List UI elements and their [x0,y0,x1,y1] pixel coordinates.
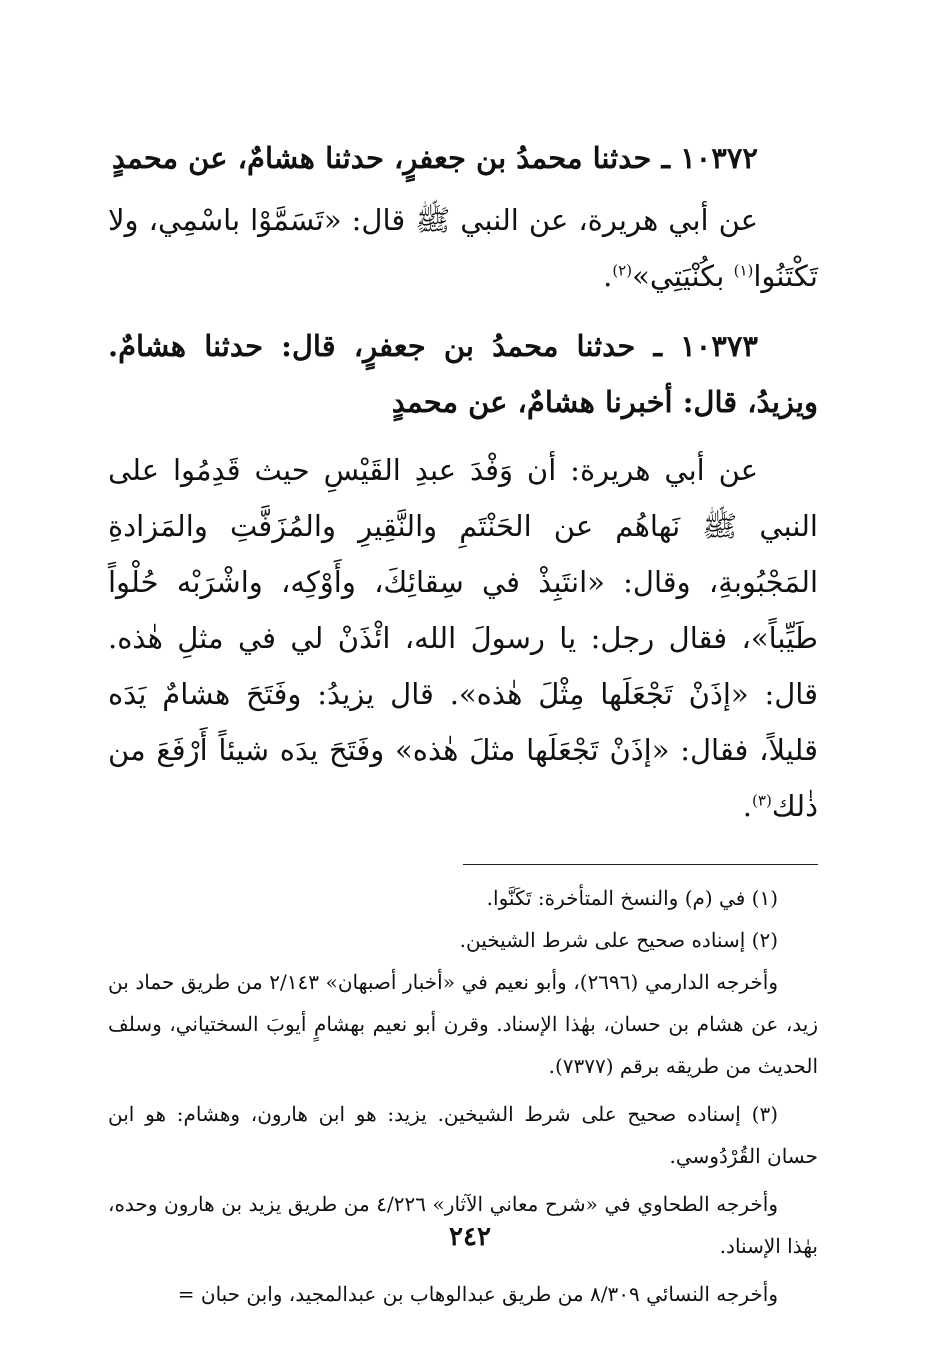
matn-text: عن أبي هريرة، عن النبي ﷺ قال: «تَسَمَّوْا باسْمِي، ولا تَكْتَنُوا [108,203,818,293]
isnad-text: ـ حدثنا محمدُ بن جعفرٍ، حدثنا هشامٌ، عن محمدٍ [111,141,670,175]
page-body [108,130,818,1315]
main-text [108,130,818,834]
matn-close: . [742,789,753,823]
footnote-divider [463,864,818,865]
footnote-3-continued-1: وأخرجه الطحاوي في «شرح معاني الآثار» ٤/٢٢٦ من طريق يزيد بن هارون وحده، بهٰذا الإسناد. [108,1192,818,1258]
footnote-1: (١) في (م) والنسخ المتأخرة: تَكَنَّوا. [486,886,778,910]
footnote-3-continued-2: وأخرجه النسائي ٨/٣٠٩ من طريق عبدالوهاب بن عبدالمجيد، وابن حبان = [177,1282,778,1306]
matn-text-end: بكُنْيَتِي» [632,259,734,293]
hadith-number: ١٠٣٧٢ [680,141,758,175]
matn-text: عن أبي هريرة: أن وَفْدَ عبدِ القَيْسِ حيث قَدِمُوا على النبي ﷺ نَهاهُم عن الحَنْتَمِ والنَّقِيرِ والمُزَفَّتِ والمَزادةِ المَجْبُوبةِ، وقال: «انتَبِذْ في سِقائِكَ، وأَوْكِه، واشْرَبْه حُلْواً طَيِّباً»، فقال رجل: يا رسولَ الله، ائْذَنْ لي في مثلِ هٰذه. قال: «إذَنْ تَجْعَلَها مِثْلَ هٰذه». قال يزيدُ: وفَتَحَ هشامٌ يَدَه قليلاً، فقال: «إذَنْ تَجْعَلَها مثلَ هٰذه» وفَتَحَ يدَه شيئاً أَرْفَعَ من ذٰلك [108,453,818,823]
footnote-ref[interactable]: (٣) [752,791,772,810]
hadith-10373-isnad [108,318,818,430]
page-number: ٢٤٢ [449,1222,491,1252]
footnote-ref[interactable]: (٢) [612,261,633,280]
hadith-number: ١٠٣٧٣ [680,329,758,363]
footnote-2: (٢) إسناده صحيح على شرط الشيخين. [459,928,778,952]
hadith-10373-matn [108,442,818,834]
isnad-text: ـ حدثنا محمدُ بن جعفرٍ، قال: حدثنا هشامٌ. ويزيدُ، قال: أخبرنا هشامٌ، عن محمدٍ [108,329,818,419]
hadith-10372-isnad [108,130,818,186]
matn-close: . [603,259,613,293]
footnote-2-continued: وأخرجه الدارمي (٢٦٩٦)، وأبو نعيم في «أخبار أصبهان» ٢/١٤٣ من طريق حماد بن زيد، عن هشام بن حسان، بهٰذا الإسناد. وقرن أبو نعيم بهشامٍ أيوبَ السختياني، وسلف الحديث من طريقه برقم (٧٣٧٧). [108,970,818,1078]
footnote-3: (٣) إسناده صحيح على شرط الشيخين. يزيد: هو ابن هارون، وهشام: هو ابن حسان القُرْدُوسي. [108,1102,818,1168]
footnote-ref[interactable]: (١) [733,261,754,280]
hadith-10372-matn [108,192,818,304]
